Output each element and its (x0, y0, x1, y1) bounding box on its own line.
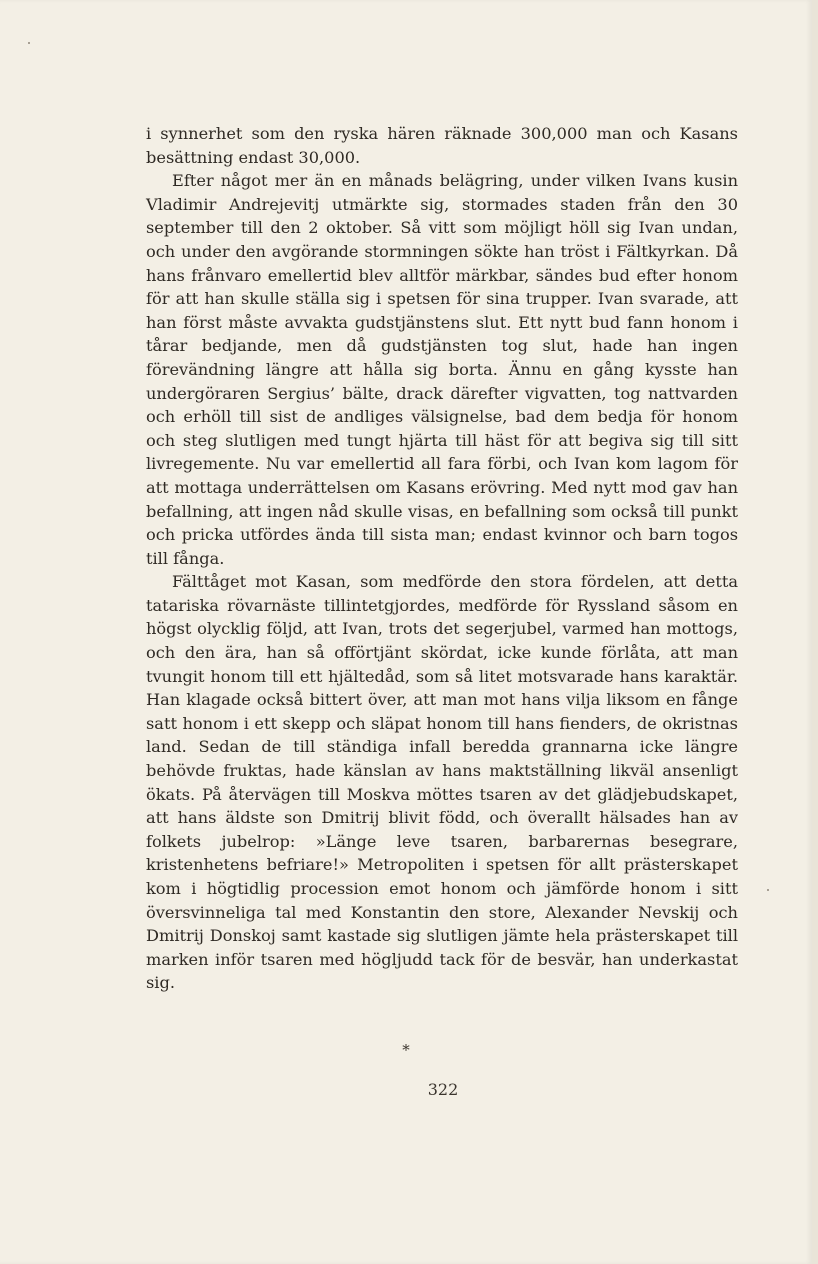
paper-speck (28, 42, 30, 44)
body-text (146, 122, 738, 995)
paragraph-1: i synnerhet som den ryska hären räknade 300,000 man och Kasans besättning endast 30,000. (146, 124, 738, 167)
paragraph-2: Efter något mer än en månads belägring, under vilken Ivans kusin Vladimir Andrejevitj utmärkte sig, stormades staden från den 30 september till den 2 oktober. Så vitt som möjligt höll sig Ivan undan, och under den avgörande stormningen sökte han tröst i Fältkyrkan. Då hans frånvaro emellertid blev alltför märkbar, sändes bud efter honom för att han skulle ställa sig i spetsen för sina trupper. Ivan svarade, att han först måste avvakta gudstjänstens slut. Ett nytt bud fann honom i tårar bedjande, men då gudstjänsten tog slut, hade han ingen förevändning längre att hålla sig borta. Ännu en gång kysste han undergöraren Sergius’ bälte, drack därefter vigvatten, tog nattvarden och erhöll till sist de andliges välsignelse, bad dem bedja för honom och steg slutligen med tungt hjärta till häst för att begiva sig till sitt livregemente. Nu var emellertid all fara förbi, och Ivan kom lagom för att mottaga underrättelsen om Kasans erövring. Med nytt mod gav han befallning, att ingen nåd skulle visas, en befallning som också till punkt och pricka utfördes ända till sista man; endast kvinnor och barn togos till fånga. (146, 171, 738, 568)
paper-speck (767, 889, 769, 891)
section-separator: * (402, 1041, 410, 1059)
page-number: 322 (427, 1080, 459, 1099)
paragraph-3: Fälttåget mot Kasan, som medförde den stora fördelen, att detta tatariska rövarnäste tillintetgjordes, medförde för Ryssland såsom en högst olycklig följd, att Ivan, trots det segerjubel, varmed han mottogs, och den ära, han så offörtjänt skördat, icke kunde förlåta, att man tvungit honom till ett hjältedåd, som så litet motsvarade hans karaktär. Han klagade också bittert över, att man mot hans vilja liksom en fånge satt honom i ett skepp och släpat honom till hans fienders, de okristnas land. Sedan de till ständiga infall beredda grannarna icke längre behövde fruktas, hade känslan av hans maktställning likväl ansenligt ökats. På återvägen till Moskva möttes tsaren av det glädjebudskapet, att hans äldste son Dmitrij blivit född, och överallt hälsades han av folkets jubelrop: »Länge leve tsaren, barbarernas besegrare, kristenhetens befriare!» Metropoliten i spetsen för allt prästerskapet kom i högtidlig procession emot honom och jämförde honom i sitt översvinneliga tal med Konstantin den store, Alexander Nevskij och Dmitrij Donskoj samt kastade sig slutligen jämte hela prästerskapet till marken inför tsaren med högljudd tack för de besvär, han underkastat sig. (146, 572, 738, 993)
